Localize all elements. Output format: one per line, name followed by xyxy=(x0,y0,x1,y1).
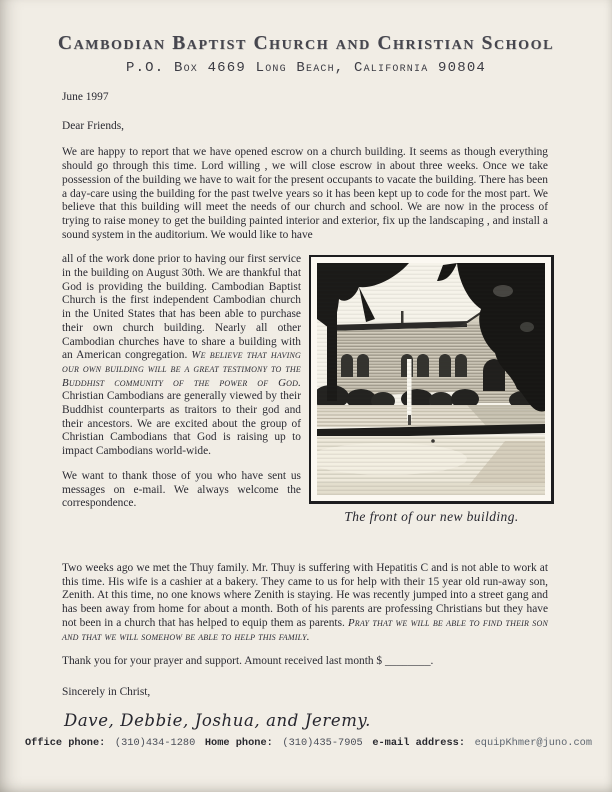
building-photo-figure xyxy=(309,255,554,524)
letter-body xyxy=(62,91,549,730)
home-phone-label: Home phone: xyxy=(204,737,273,749)
paragraph-building-text-1: all of the work done prior to having our first service in the building on August 30th. We are thankful that God is providing the building. Cambodian Baptist Church is the first independent Cambodian church in the United States that has been able to purchase their own church building. Nearly all other Cambodian churches have to share a building with an American congregation. xyxy=(62,253,301,362)
salutation: Dear Friends, xyxy=(62,119,124,132)
letterhead xyxy=(0,0,612,76)
paragraph-thuy-family xyxy=(62,528,548,644)
photo-caption: The front of our new building. xyxy=(344,509,519,525)
church-building-photo xyxy=(317,263,545,495)
paragraph-building-emphasis: We believe that having our own building will be a great testimony to the Buddhist community of the power of God. xyxy=(62,349,301,389)
office-phone-label: Office phone: xyxy=(25,737,106,749)
paragraph-thuy-text: Two weeks ago we met the Thuy family. Mr. Thuy is suffering with Hepatitis C and is not able to work at this time. His wife is a cashier at a bakery. They came to us for help with their 15 year old run-away son, Zenith. At this time, no one knows where Zenith is staying. He was recently jumped into a street gang and has been away from home for about a month. Both of his parents are professing Christians but they have not been in a church that has helped to equip them as parents. xyxy=(62,562,548,629)
paragraph-thank-you: Thank you for your prayer and support. Amount received last month $ ________. xyxy=(62,655,434,668)
paragraph-email-thanks: We want to thank those of you who have sent us messages on e-mail. We always welcome the correspondence. xyxy=(62,469,301,510)
contact-footer xyxy=(25,737,592,749)
letterhead-address: P.O. Box 4669 Long Beach, California 90804 xyxy=(125,60,487,76)
letterhead-title: Cambodian Baptist Church and Christian School xyxy=(57,33,555,54)
building-photo-frame xyxy=(309,255,554,504)
email-label: e-mail address: xyxy=(372,737,466,749)
office-phone-value: (310)434-1280 xyxy=(114,737,196,749)
paragraph-thuy-emphasis: Pray that we will be able to find their son and that we will somehow be able to help this family. xyxy=(62,616,549,643)
date-line: June 1997 xyxy=(62,91,109,103)
signature-names: Dave, Debbie, Joshua, and Jeremy. xyxy=(64,710,372,730)
closing-line: Sincerely in Christ, xyxy=(62,685,151,698)
paragraph-opening: We are happy to report that we have opened escrow on a church building. It seems as though everything should go through this time. Lord willing , we will close escrow in about three weeks. Once we take possession of the building we have to wait for the present occupants to vacate the building. There has been a day-care using the building for the past twelve years so it has been kept up to code for the most part. We believe that this building will meet the needs of our church and school. We are now in the process of trying to raise money to get the building painted interior and exterior, fix up the landscaping , and install a sound system in the auditorium. We would like to have xyxy=(62,146,548,241)
paragraph-building-text-2: Christian Cambodians are generally viewed by their Buddhist counterparts as traitors to their god and their ancestors. We are excited about the group of Christian Cambodians that God is raising up to impact Cambodians world-wide. xyxy=(62,390,301,458)
email-value: equipKhmer@juno.com xyxy=(474,737,592,749)
home-phone-value: (310)435-7905 xyxy=(282,737,363,749)
